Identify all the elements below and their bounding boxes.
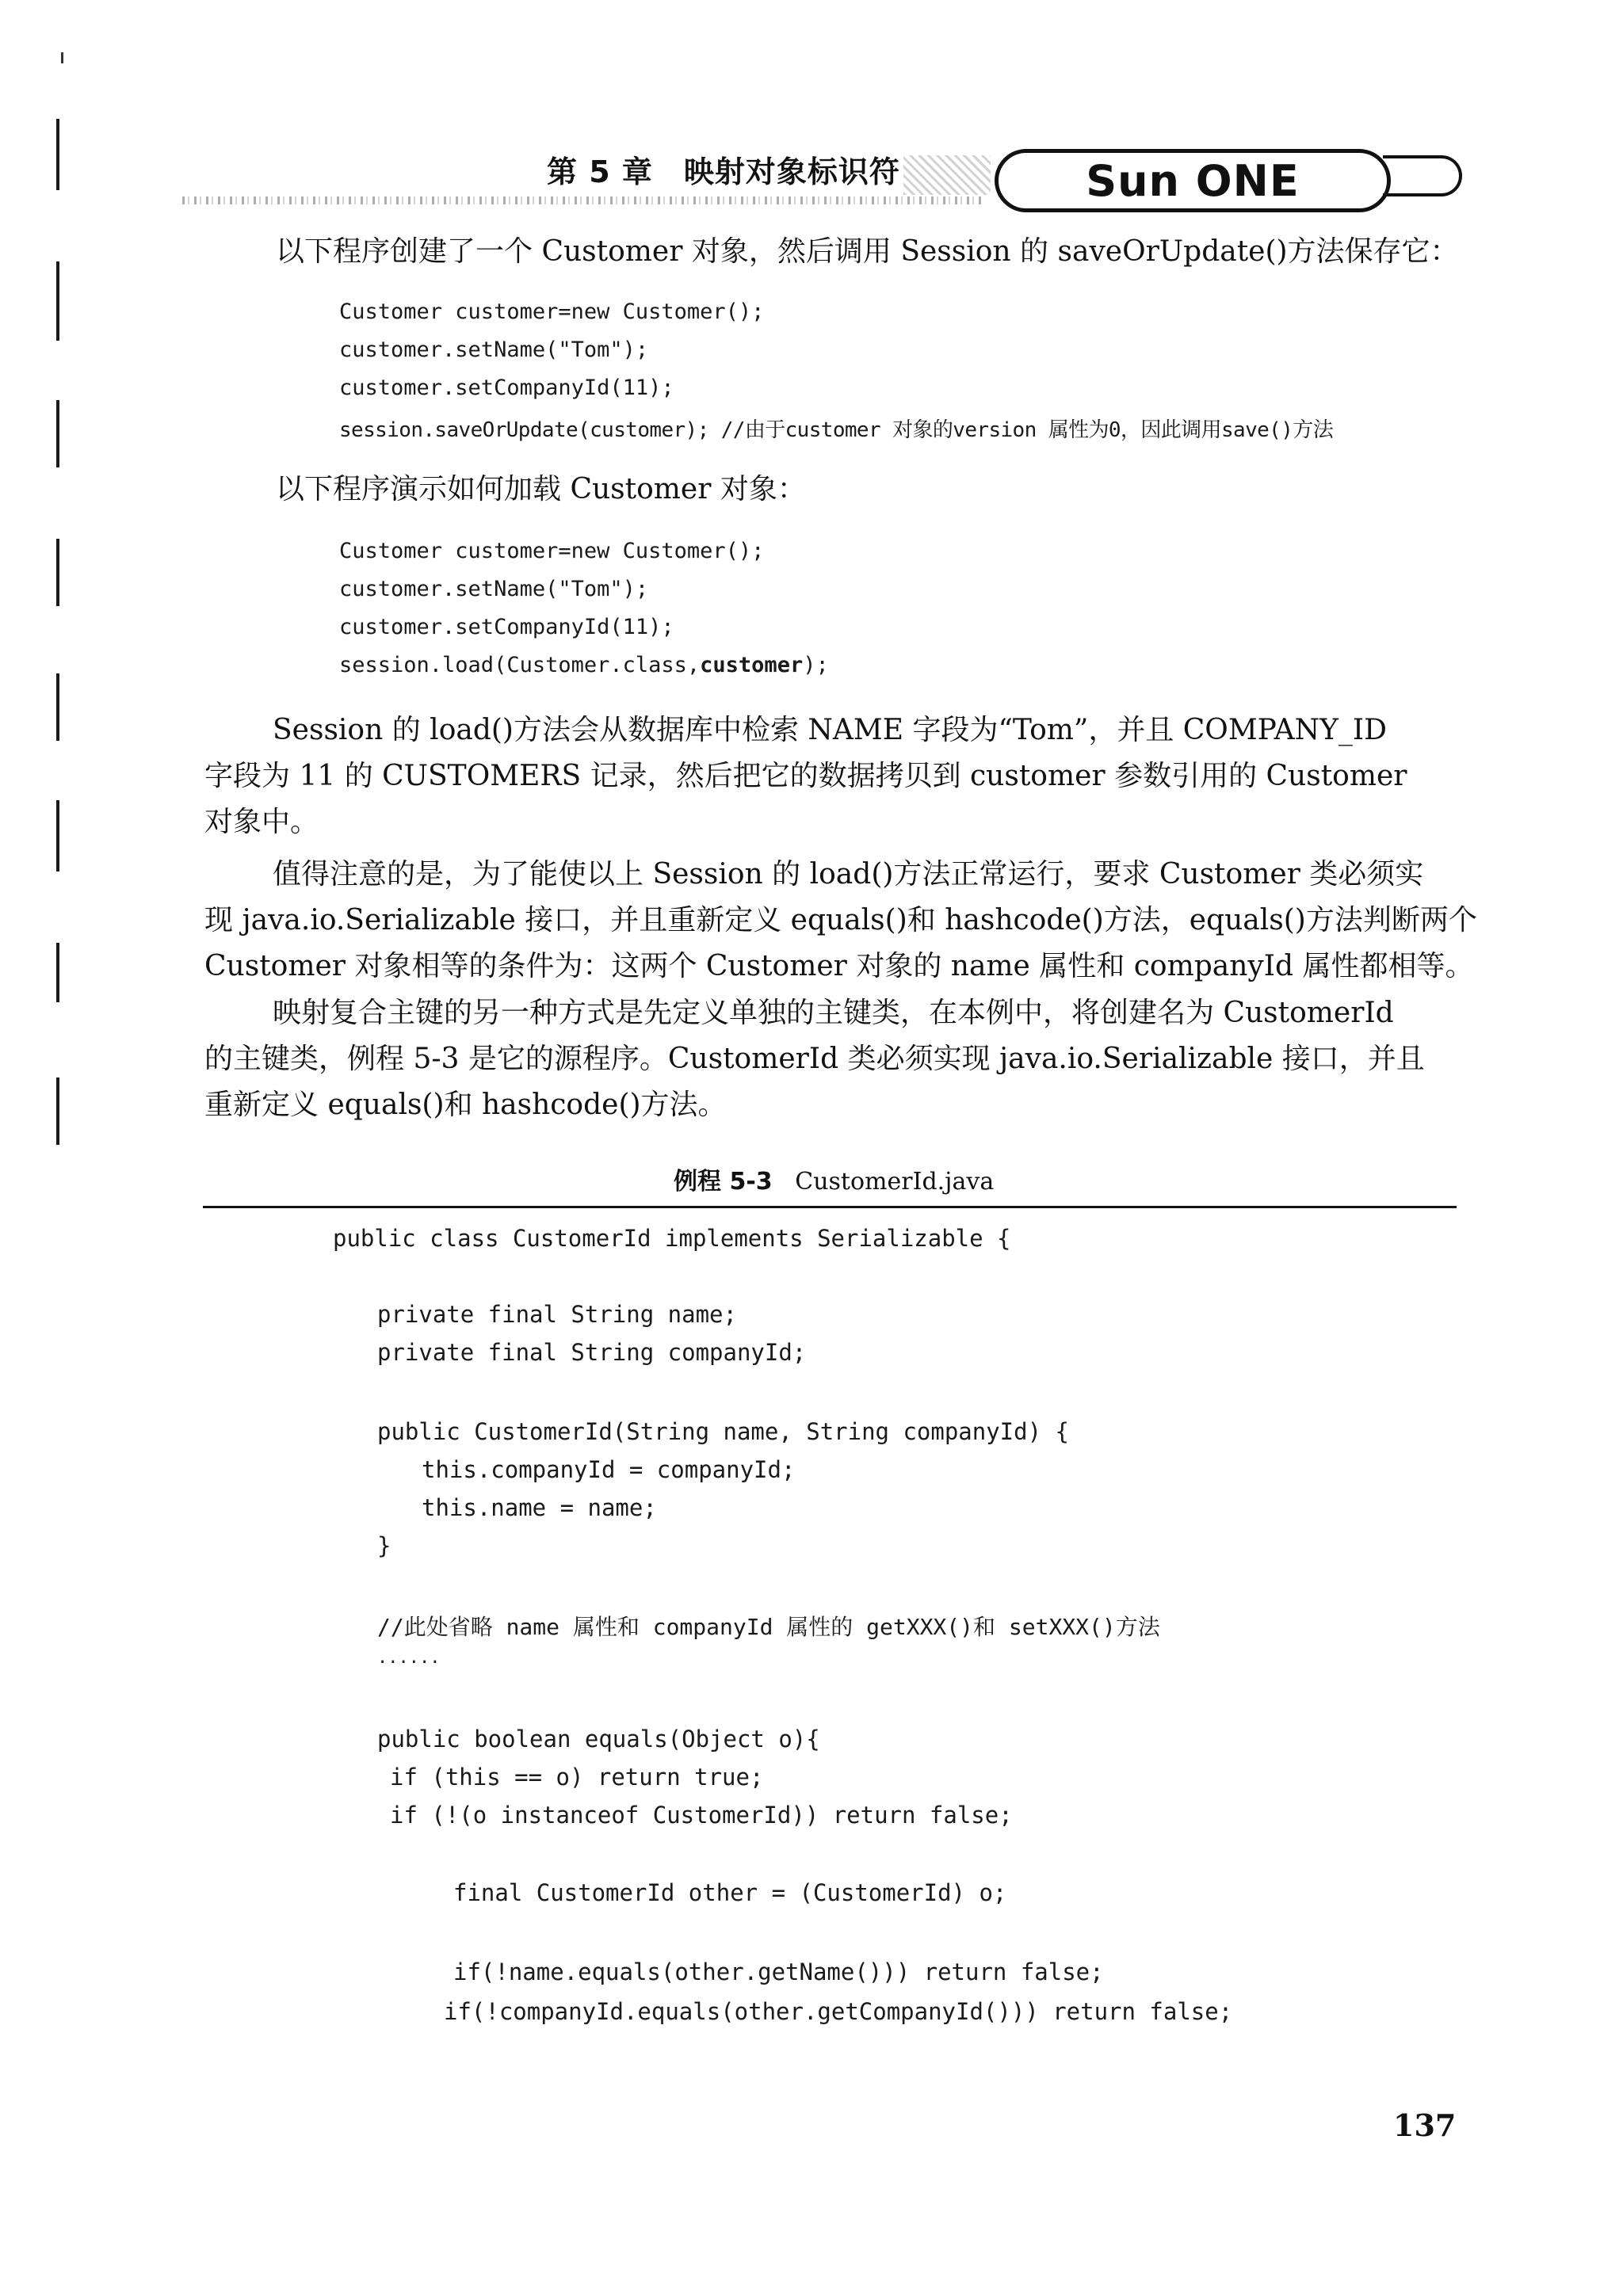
- code-line: customer.setName("Tom");: [339, 577, 649, 601]
- paragraph-line: 对象中。: [204, 806, 319, 838]
- brand-badge-tail: [1383, 155, 1462, 196]
- paragraph-line: 映射复合主键的另一种方式是先定义单独的主键类，在本例中，将创建名为 CustomerId: [273, 997, 1394, 1029]
- page-number: 137: [1393, 2107, 1457, 2143]
- code-line: Customer customer=new Customer();: [339, 299, 765, 324]
- header-decoration: [182, 196, 983, 204]
- paragraph-line: 的主键类，例程 5-3 是它的源程序。CustomerId 类必须实现 java.io.Serializable 接口，并且: [204, 1043, 1425, 1075]
- code-block-1: [339, 299, 1334, 442]
- paragraph-2: [204, 852, 1477, 990]
- paragraph-line: 重新定义 equals()和 hashcode()方法。: [204, 1089, 727, 1121]
- code-line: if(!companyId.equals(other.getCompanyId())) return false;: [444, 1998, 1233, 2025]
- scan-speck: [61, 52, 63, 63]
- margin-mark: [56, 1077, 59, 1145]
- margin-mark: [56, 400, 59, 467]
- margin-mark: [56, 119, 59, 190]
- margin-mark: [56, 539, 59, 606]
- brand-badge: Sun ONE: [995, 149, 1391, 212]
- code-line: public boolean equals(Object o){: [377, 1726, 820, 1753]
- code-line: session.saveOrUpdate(customer); //由于customer 对象的version 属性为0，因此调用save()方法: [339, 418, 1334, 442]
- paragraph-line: 现 java.io.Serializable 接口，并且重新定义 equals()和 hashcode()方法，equals()方法判断两个: [204, 904, 1477, 936]
- code-listing: [333, 1225, 1233, 2025]
- code-line: public class CustomerId implements Serializable {: [333, 1225, 1011, 1252]
- code-line: if(!name.equals(other.getName())) return false;: [453, 1958, 1104, 1985]
- margin-mark: [56, 261, 59, 341]
- code-ellipsis: ......: [377, 1648, 441, 1668]
- code-token: session.load(Customer.class,: [339, 653, 701, 677]
- listing-rule: [203, 1206, 1457, 1208]
- code-token: );: [803, 653, 829, 677]
- code-line: customer.setCompanyId(11);: [339, 615, 674, 639]
- paragraph-1: [204, 707, 1458, 845]
- chapter-header: 第 5 章 映射对象标识符: [547, 154, 900, 189]
- paragraph-line: 字段为 11 的 CUSTOMERS 记录，然后把它的数据拷贝到 customer 参数引用的 Customer: [204, 760, 1407, 792]
- code-line: [339, 653, 829, 677]
- code-line: }: [377, 1532, 391, 1559]
- code-line: final CustomerId other = (CustomerId) o;: [453, 1879, 1007, 1906]
- margin-mark: [56, 673, 59, 741]
- margin-mark: [56, 800, 59, 871]
- code-line: Customer customer=new Customer();: [339, 539, 765, 563]
- paragraph-line: 值得注意的是，为了能使以上 Session 的 load()方法正常运行，要求 Customer 类必须实: [273, 858, 1424, 891]
- code-line: private final String name;: [377, 1301, 737, 1328]
- code-line: this.companyId = companyId;: [422, 1456, 796, 1483]
- code-token-bold: customer: [700, 653, 804, 677]
- code-line: customer.setCompanyId(11);: [339, 376, 674, 400]
- listing-caption: [674, 1161, 994, 1196]
- listing-label: 例程 5-3: [674, 1168, 773, 1196]
- code-line: if (this == o) return true;: [390, 1764, 764, 1791]
- code-comment: //此处省略 name 属性和 companyId 属性的 getXXX()和 setXXX()方法: [377, 1614, 1160, 1640]
- paragraph-line: Session 的 load()方法会从数据库中检索 NAME 字段为“Tom”，并且 COMPANY_ID: [273, 714, 1387, 746]
- code-line: customer.setName("Tom");: [339, 338, 649, 362]
- code-block-2: [339, 539, 829, 677]
- code-line: if (!(o instanceof CustomerId)) return false;: [390, 1802, 1013, 1829]
- code-line: public CustomerId(String name, String companyId) {: [377, 1418, 1069, 1445]
- paragraph-line: Customer 对象相等的条件为：这两个 Customer 对象的 name 属性和 companyId 属性都相等。: [204, 950, 1474, 982]
- paragraph-3: [204, 990, 1458, 1128]
- intro-text-2: 以下程序演示如何加载 Customer 对象：: [276, 473, 806, 505]
- header-decoration: [903, 155, 991, 195]
- intro-text-1: 以下程序创建了一个 Customer 对象，然后调用 Session 的 saveOrUpdate()方法保存它：: [276, 235, 1459, 268]
- code-line: private final String companyId;: [377, 1339, 807, 1366]
- margin-mark: [56, 943, 59, 1002]
- code-line: this.name = name;: [422, 1494, 657, 1521]
- listing-filename: CustomerId.java: [795, 1168, 995, 1196]
